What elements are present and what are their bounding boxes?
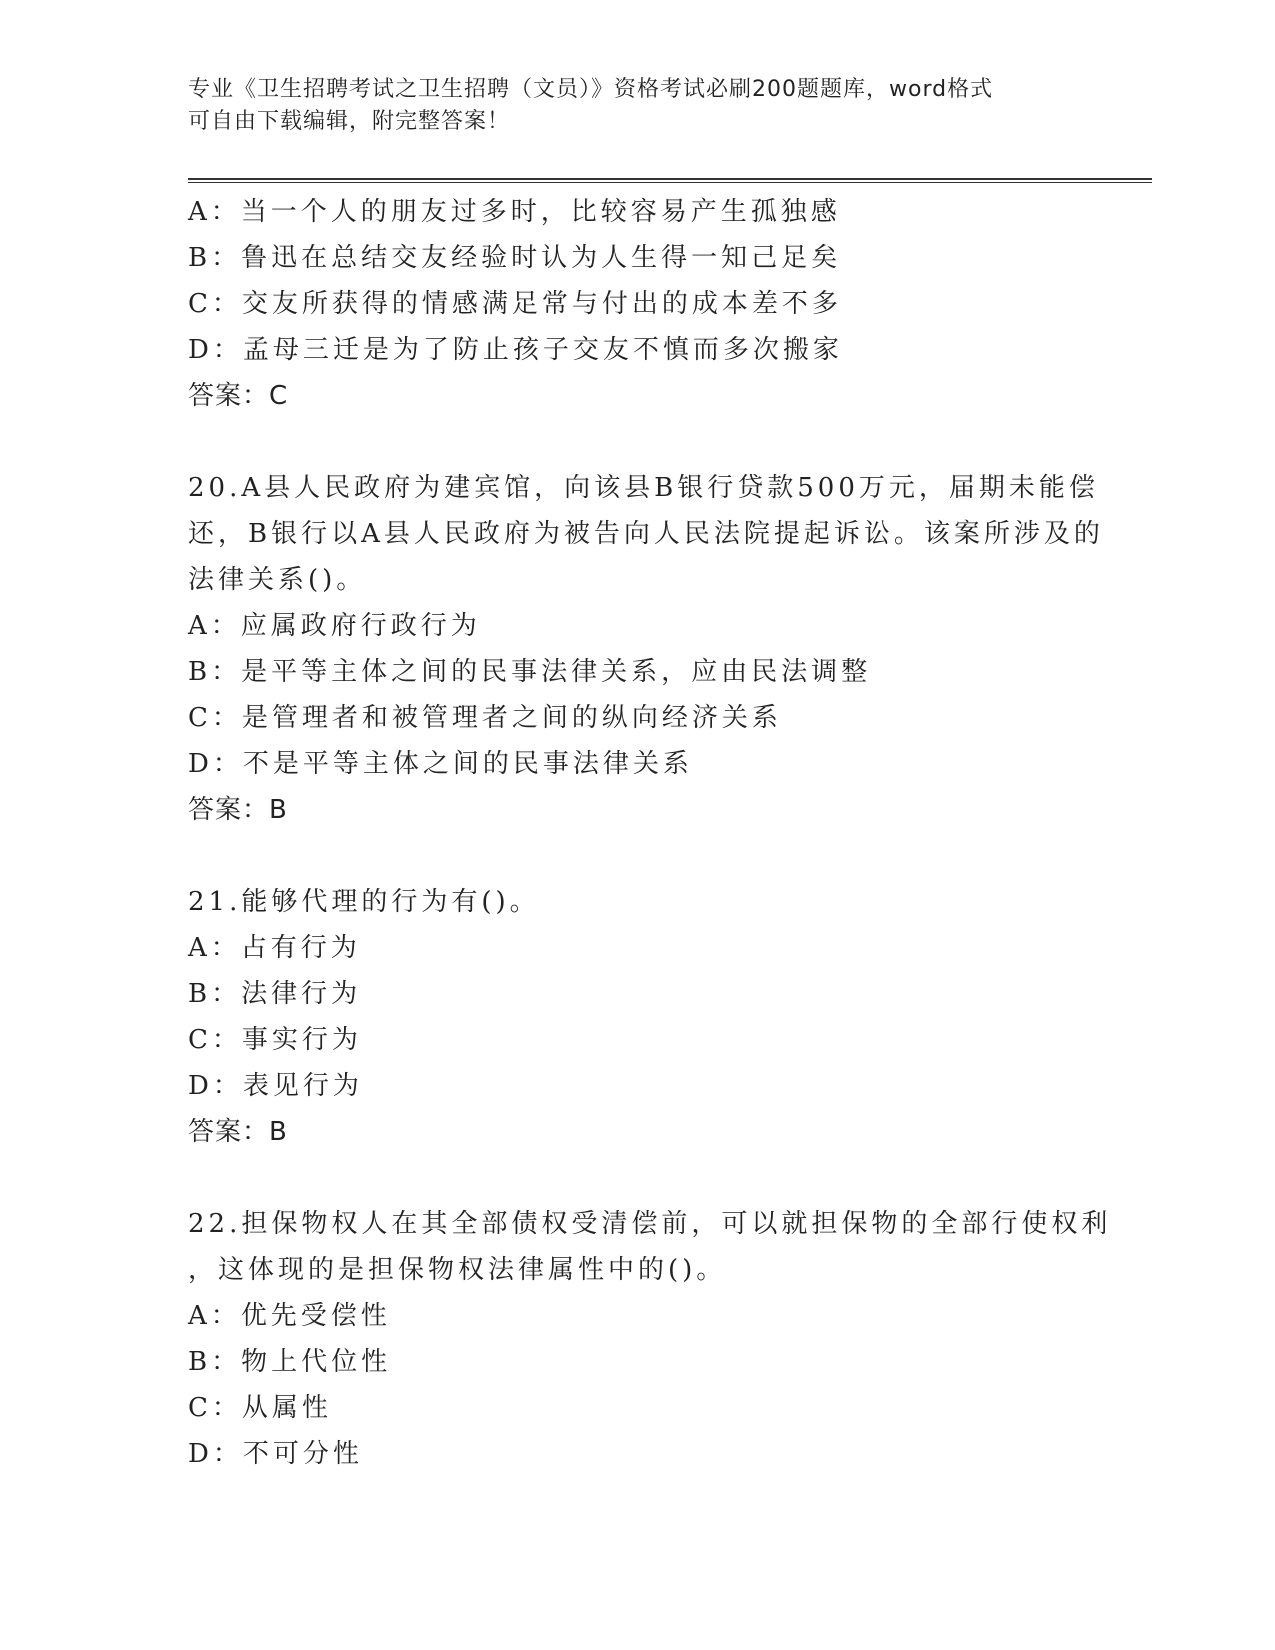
question-stem-line: 21.能够代理的行为有()。	[188, 887, 540, 917]
option-c: C：事实行为	[188, 1025, 362, 1055]
option-d: D：不可分性	[188, 1439, 363, 1469]
option-c: C：从属性	[188, 1393, 332, 1423]
answer-line: 答案：B	[188, 1117, 288, 1147]
option-c: C：交友所获得的情感满足常与付出的成本差不多	[188, 289, 842, 319]
question-stem-line: 20.A县人民政府为建宾馆，向该县B银行贷款500万元，届期未能偿	[188, 473, 1099, 503]
option-d: D：不是平等主体之间的民事法律关系	[188, 749, 693, 779]
question-stem-line: ，这体现的是担保物权法律属性中的()。	[188, 1255, 727, 1285]
option-b: B：法律行为	[188, 979, 362, 1009]
spacer	[188, 833, 1108, 879]
answer-line: 答案：C	[188, 381, 289, 411]
question-stem-line: 还，B银行以A县人民政府为被告向人民法院提起诉讼。该案所涉及的	[188, 519, 1104, 549]
option-c: C：是管理者和被管理者之间的纵向经济关系	[188, 703, 782, 733]
question-stem-line: 22.担保物权人在其全部债权受清偿前，可以就担保物的全部行使权利	[188, 1209, 1112, 1239]
option-a: A：应属政府行政行为	[188, 611, 481, 641]
option-b: B：物上代位性	[188, 1347, 392, 1377]
option-b: B：是平等主体之间的民事法律关系，应由民法调整	[188, 657, 872, 687]
option-a: A：占有行为	[188, 933, 361, 963]
header-line-1: 专业《卫生招聘考试之卫生招聘（文员）》资格考试必刷200题题库，word格式	[188, 77, 994, 102]
answer-line: 答案：B	[188, 795, 288, 825]
option-b: B：鲁迅在总结交友经验时认为人生得一知己足矣	[188, 243, 842, 273]
question-22	[188, 1201, 1112, 1477]
header-divider	[188, 178, 1152, 183]
question-21	[188, 879, 1108, 1155]
header-line-2: 可自由下载编辑，附完整答案！	[188, 109, 511, 134]
option-a: A：当一个人的朋友过多时，比较容易产生孤独感	[188, 197, 841, 227]
option-a: A：优先受偿性	[188, 1301, 391, 1331]
option-d: D：孟母三迁是为了防止孩子交友不慎而多次搬家	[188, 335, 843, 365]
question-19	[188, 189, 1108, 419]
page-header	[188, 74, 1088, 138]
spacer	[188, 419, 1108, 465]
question-content	[188, 189, 1112, 1477]
question-20	[188, 465, 1108, 833]
option-d: D：表见行为	[188, 1071, 363, 1101]
question-stem-line: 法律关系()。	[188, 565, 367, 595]
spacer	[188, 1155, 1108, 1201]
